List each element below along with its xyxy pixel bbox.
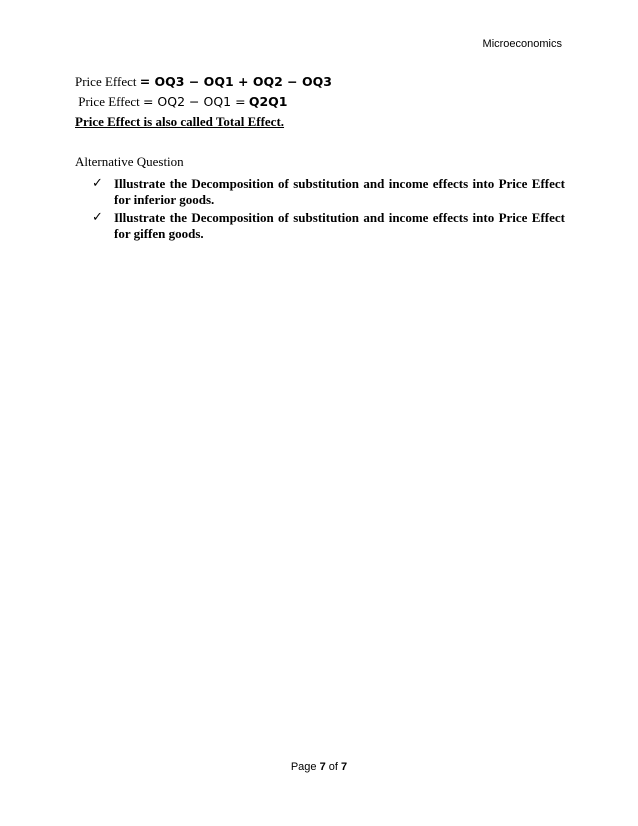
list-item-text: Illustrate the Decomposition of substitution and income effects into Price Effect for giffen goods. — [114, 210, 565, 241]
equation-1-label: Price Effect — [75, 74, 137, 89]
total-effect-statement: Price Effect is also called Total Effect. — [75, 114, 285, 129]
check-mark-icon: ✓ — [92, 210, 103, 225]
blank-line — [75, 130, 565, 153]
alternative-question-list — [75, 176, 565, 242]
equation-2-label: Price Effect — [75, 94, 140, 109]
page-footer — [0, 761, 638, 773]
list-item-text: Illustrate the Decomposition of substitution and income effects into Price Effect for inferior goods. — [114, 176, 565, 207]
running-header: Microeconomics — [482, 38, 562, 50]
equation-2-result: Q2Q1 — [248, 94, 288, 109]
list-item — [75, 176, 565, 208]
alternative-question-title: Alternative Question — [75, 154, 184, 169]
equation-2-expression: = OQ2 − OQ1 = — [142, 94, 246, 109]
page-of: of — [328, 761, 338, 773]
price-effect-equation-2 — [75, 93, 565, 113]
page-total: 7 — [341, 761, 348, 773]
page-prefix: Page — [290, 761, 317, 773]
check-mark-icon: ✓ — [92, 176, 103, 191]
page-current: 7 — [319, 761, 326, 773]
list-item — [75, 210, 565, 242]
price-effect-equation-1 — [75, 73, 565, 93]
equation-1-expression: = OQ3 − OQ1 + OQ2 − OQ3 — [139, 74, 332, 89]
page-body — [75, 73, 565, 244]
